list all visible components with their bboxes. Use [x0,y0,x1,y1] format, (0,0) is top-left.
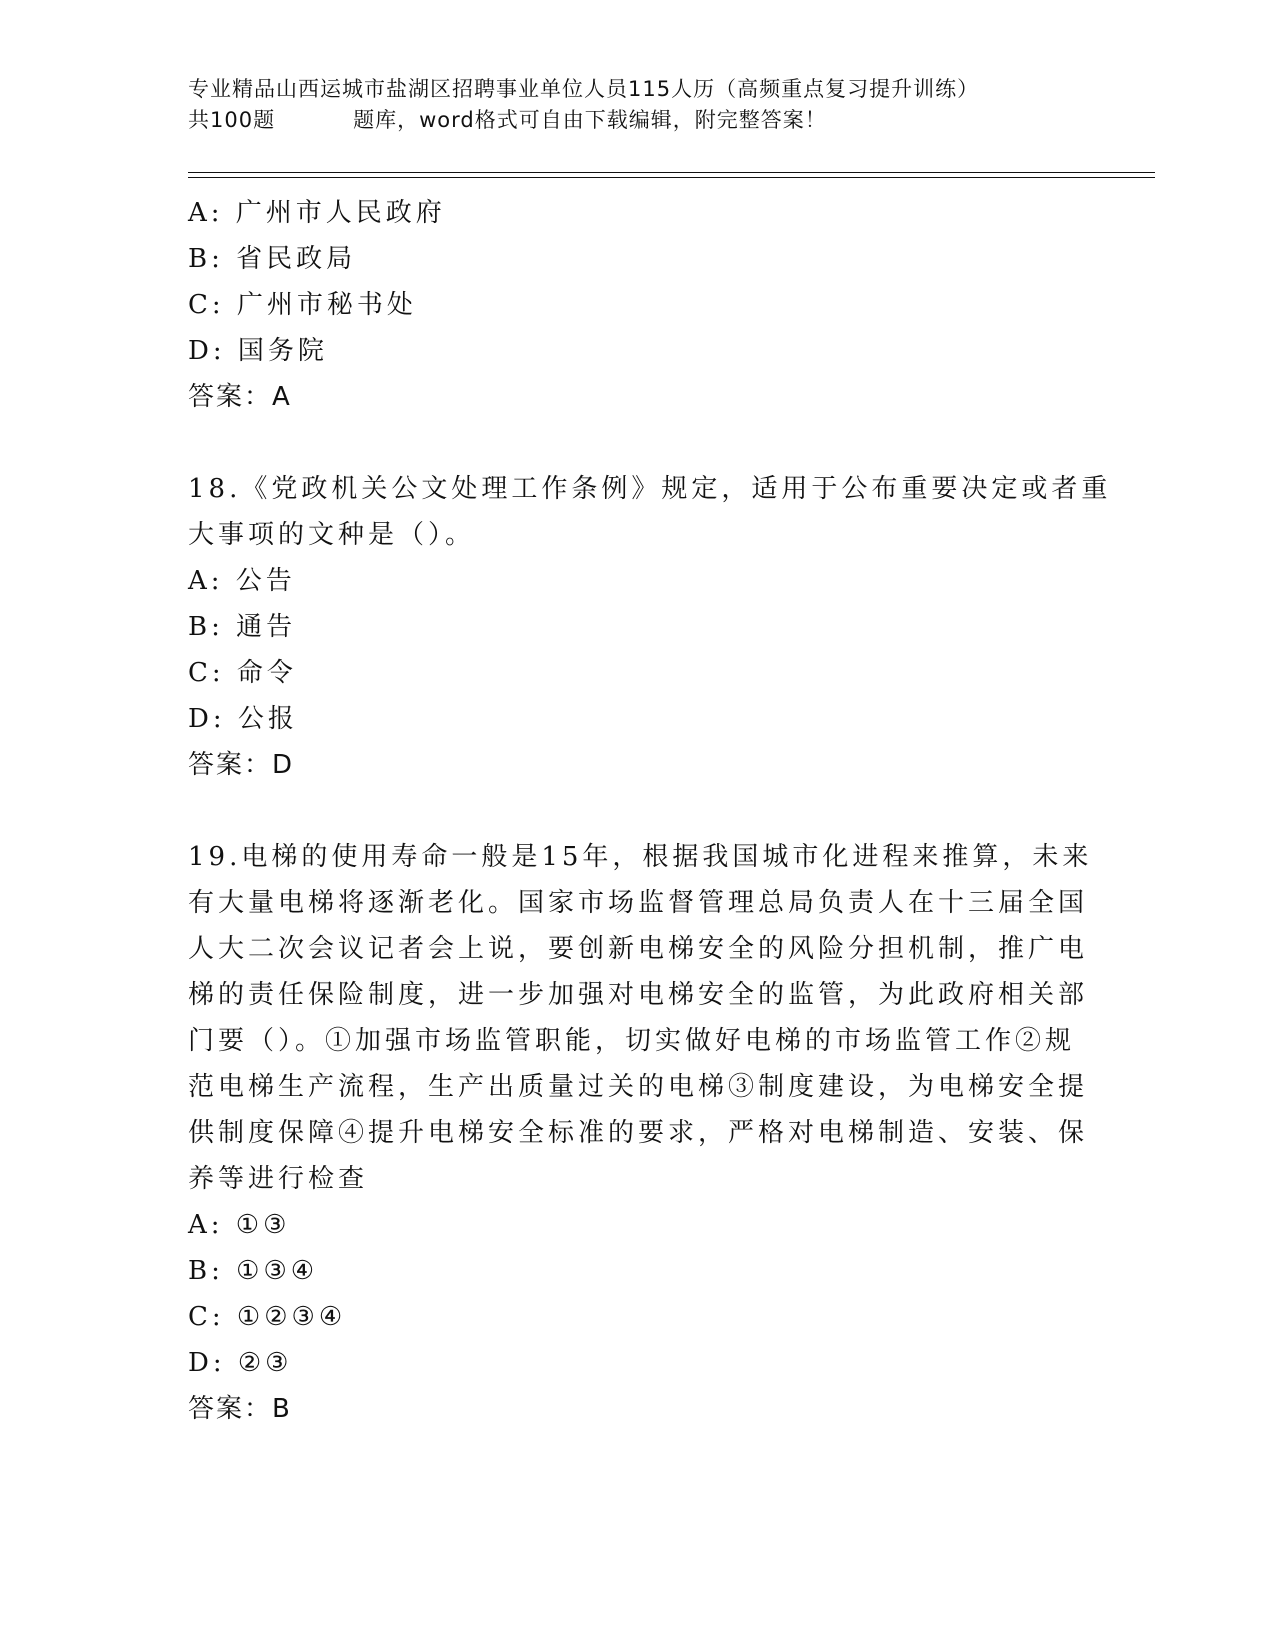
option-b: B: 通告 [188,612,297,642]
question-text-line: 范电梯生产流程，生产出质量过关的电梯③制度建设，为电梯安全提 [188,1072,1089,1102]
option-d: D: 国务院 [188,336,328,366]
question-text-line: 18.《党政机关公文处理工作条例》规定，适用于公布重要决定或者重 [188,474,1112,504]
answer-line: 答案：B [188,1394,292,1424]
question-19 [188,834,1093,1432]
option-d: D: 公报 [188,704,298,734]
header-question-count: 共100题 [188,108,276,132]
header-subtitle-line [188,105,1088,136]
question-text-line: 梯的责任保险制度，进一步加强对电梯安全的监管，为此政府相关部 [188,980,1089,1010]
question-content [188,190,1112,1432]
header-description: 题库，word格式可自由下载编辑，附完整答案！ [353,108,827,132]
question-text-line: 人大二次会议记者会上说，要创新电梯安全的风险分担机制，推广电 [188,934,1089,964]
header-divider-bottom [188,177,1155,178]
question-18 [188,466,1112,788]
option-a: A: 广州市人民政府 [188,198,446,228]
question-19-stem [188,834,1093,1202]
option-b: B: ①③④ [188,1256,319,1286]
question-17 [188,190,1068,420]
header-title-line: 专业精品山西运城市盐湖区招聘事业单位人员115人历（高频重点复习提升训练） [188,77,980,101]
question-text-line: 有大量电梯将逐渐老化。国家市场监督管理总局负责人在十三届全国 [188,888,1089,918]
question-text-line: 供制度保障④提升电梯安全标准的要求，严格对电梯制造、安装、保 [188,1118,1089,1148]
option-b: B: 省民政局 [188,244,357,274]
option-a: A: ①③ [188,1210,291,1240]
question-text-line: 门要（）。①加强市场监管职能，切实做好电梯的市场监管工作②规 [188,1026,1076,1056]
option-c: C: ①②③④ [188,1302,347,1332]
question-text-line: 养等进行检查 [188,1164,369,1194]
option-a: A: 公告 [188,566,296,596]
question-18-stem [188,466,1112,558]
answer-line: 答案：A [188,382,292,412]
option-d: D: ②③ [188,1348,293,1378]
question-text-line: 大事项的文种是（）。 [188,520,476,550]
option-c: C: 广州市秘书处 [188,290,417,320]
question-text-line: 19.电梯的使用寿命一般是15年，根据我国城市化进程来推算，未来 [188,842,1093,872]
header-divider-top [188,172,1155,173]
answer-line: 答案：D [188,750,295,780]
document-header [188,74,1088,136]
option-c: C: 命令 [188,658,297,688]
